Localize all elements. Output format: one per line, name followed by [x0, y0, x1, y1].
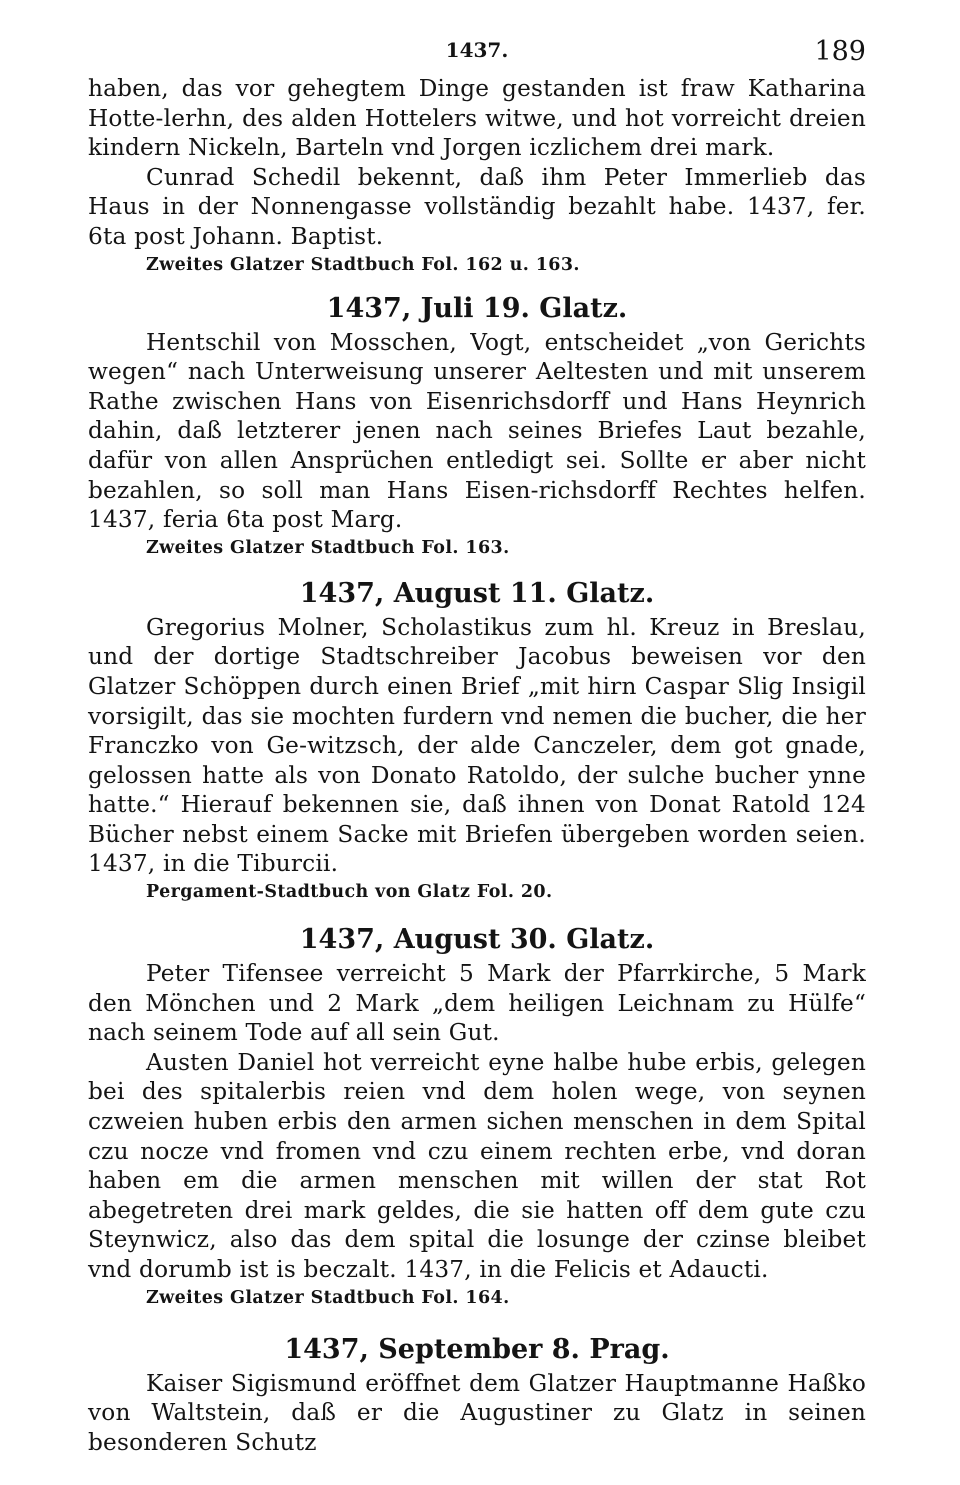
entry-title: 1437, Juli 19. Glatz.: [326, 292, 628, 324]
entry-title: 1437, August 30. Glatz.: [299, 924, 655, 956]
entry-1437-juli-19: [88, 292, 866, 561]
running-header: [88, 34, 866, 74]
entry-paragraph: Kaiser Sigismund eröffnet dem Glatzer Hauptmanne Haßko von Waltstein, daß er die Augustiner zu Glatz in seinen besonderen Schutz: [88, 1369, 866, 1456]
entry-paragraph: Hentschil von Mosschen, Vogt, entscheidet „von Gerichts wegen“ nach Unterweisung unserer Aeltesten und mit unserem Rathe zwischen Hans von Eisenrichsdorff und Hans Heynrich dahin, daß letzterer jenen nach seines Briefes Laut bezahle, dafür von allen Ansprüchen entledigt sei. Sollte er aber nicht bezahlen, so soll man Hans Eisen-richsdorff Rechtes helfen. 1437, feria 6ta post Marg.: [88, 328, 866, 534]
entry-paragraph: Austen Daniel hot verreicht eyne halbe hube erbis, gelegen bei des spitalerbis reien vnd dem holen wege, von seynen czweien huben erbis den armen sichen menschen in dem Spital czu nocze vnd fromen vnd czu einem rechten erbe, vnd doran haben em die armen menschen mit willen der stat Rot abegetreten drei mark geldes, die sie hatten off dem gute czu Steynwicz, also das dem spital die losunge der czinse bleibet vnd dorumb ist is beczalt. 1437, in die Felicis et Adaucti.: [88, 1048, 866, 1283]
header-year: 1437.: [445, 38, 509, 62]
entry-1437-september-8: [88, 1333, 866, 1458]
source-citation: Pergament-Stadtbuch von Glatz Fol. 20.: [146, 882, 553, 903]
entry-paragraph: haben, das vor gehegtem Dinge gestanden ist fraw Katharina Hotte-lerhn, des alden Hottelers witwe, und hot vorreicht dreien kindern Nickeln, Barteln vnd Jorgen iczlichem drei mark.: [88, 75, 866, 162]
book-page: [88, 34, 866, 1457]
entry-paragraph: Cunrad Schedil bekennt, daß ihm Peter Immerlieb das Haus in der Nonnengasse vollständig bezahlt habe. 1437, fer. 6ta post Johann. Baptist.: [88, 163, 866, 250]
source-citation: Zweites Glatzer Stadtbuch Fol. 164.: [146, 1287, 510, 1308]
continued-entry: [88, 74, 866, 278]
entry-title: 1437, August 11. Glatz.: [299, 577, 655, 609]
entry-paragraph: Gregorius Molner, Scholastikus zum hl. Kreuz in Breslau, und der dortige Stadtschreiber Jacobus beweisen vor den Glatzer Schöppen durch einen Brief „mit hirn Caspar Slig Insigil vorsigilt, das sie mochten furdern vnd nemen die bucher, die her Franczko von Ge-witzsch, der alde Canczeler, dem got gnade, gelossen hatte als von Donato Ratoldo, der sulche bucher ynne hatte.“ Hierauf bekennen sie, daß ihnen von Donat Ratold 124 Bücher nebst einem Sacke mit Briefen übergeben worden seien. 1437, in die Tiburcii.: [88, 613, 866, 878]
source-citation: Zweites Glatzer Stadtbuch Fol. 163.: [146, 537, 510, 558]
source-citation: Zweites Glatzer Stadtbuch Fol. 162 u. 163.: [146, 254, 580, 275]
entry-1437-august-30: [88, 923, 866, 1311]
entry-1437-august-11: [88, 577, 866, 905]
entry-paragraph: Peter Tifensee verreicht 5 Mark der Pfarrkirche, 5 Mark den Mönchen und 2 Mark „dem heiligen Leichnam zu Hülfe“ nach seinem Tode auf all sein Gut.: [88, 960, 866, 1047]
page-number: 189: [814, 36, 866, 67]
entry-title: 1437, September 8. Prag.: [284, 1333, 670, 1365]
